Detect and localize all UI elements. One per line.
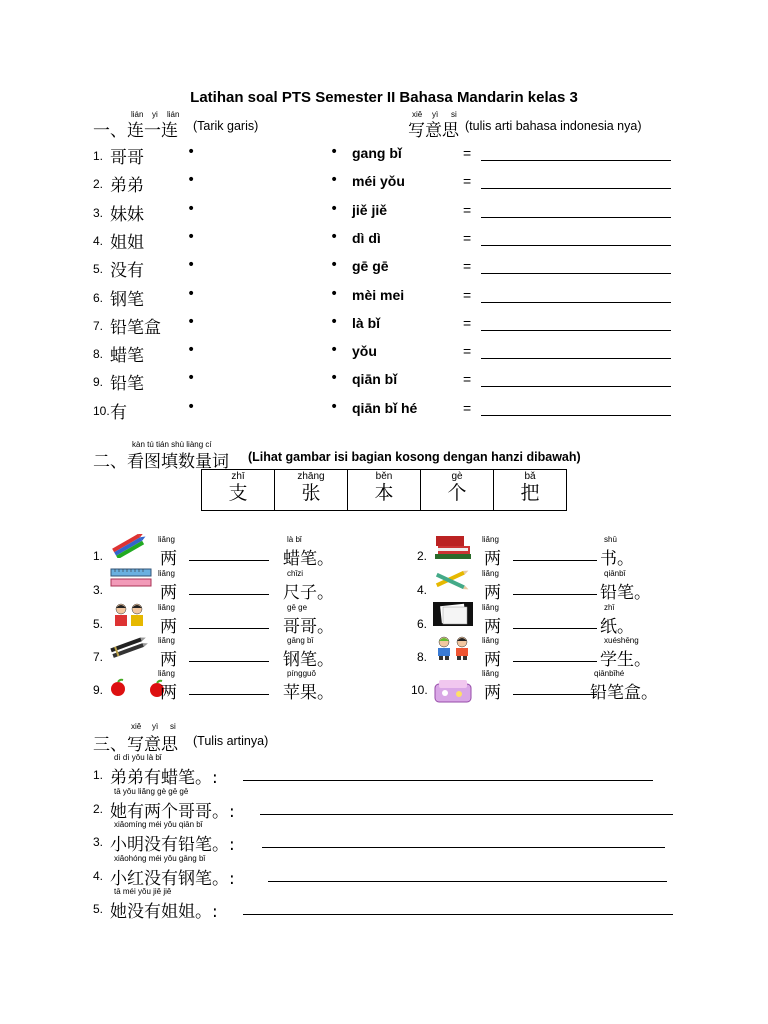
row-number: 1. bbox=[93, 149, 104, 163]
measure-word-cell bbox=[421, 470, 494, 511]
right-dot[interactable]: • bbox=[330, 285, 339, 302]
measure-word-cell bbox=[202, 470, 275, 511]
pens-icon bbox=[109, 635, 149, 657]
liang-pinyin: liǎng bbox=[158, 636, 175, 645]
section3-note: (Tulis artinya) bbox=[193, 734, 269, 748]
row-number: 9. bbox=[93, 375, 104, 390]
liang-hanzi: 两 bbox=[484, 683, 501, 703]
heading-pinyin-2: yi bbox=[152, 110, 158, 119]
translation-line[interactable] bbox=[243, 780, 653, 781]
liang-hanzi: 两 bbox=[484, 583, 501, 603]
crayons-icon bbox=[109, 534, 149, 556]
noun-pinyin: qiānbǐhé bbox=[594, 669, 625, 678]
right-dot[interactable]: • bbox=[330, 172, 339, 189]
noun-hanzi: 铅笔。 bbox=[600, 583, 651, 603]
equals-sign: = bbox=[463, 201, 472, 218]
answer-line[interactable] bbox=[481, 217, 671, 218]
left-dot[interactable]: • bbox=[187, 342, 196, 359]
right-dot[interactable]: • bbox=[330, 398, 339, 415]
sentence-hanzi: 她没有姐姐。: bbox=[110, 902, 218, 922]
liang-hanzi: 两 bbox=[484, 650, 501, 670]
right-dot[interactable]: • bbox=[330, 342, 339, 359]
section3-heading-pinyin-1: xiě bbox=[131, 722, 142, 731]
liang-hanzi: 两 bbox=[484, 549, 501, 569]
row-pinyin: jiě jiě bbox=[352, 201, 388, 218]
rulers-icon bbox=[109, 568, 149, 590]
measure-word-pinyin: bǎ bbox=[524, 471, 536, 482]
item-number: 7. bbox=[93, 650, 104, 664]
sentence-number: 3. bbox=[93, 835, 104, 849]
pencils-icon bbox=[433, 568, 473, 590]
equals-sign: = bbox=[463, 258, 472, 275]
measure-word-blank[interactable] bbox=[513, 560, 597, 561]
section3-heading-pinyin-3: si bbox=[170, 722, 176, 731]
item-number: 10. bbox=[411, 683, 428, 697]
liang-pinyin: liǎng bbox=[158, 669, 175, 678]
row-number: 7. bbox=[93, 318, 104, 333]
measure-word-blank[interactable] bbox=[513, 594, 597, 595]
noun-hanzi: 尺子。 bbox=[283, 583, 334, 603]
noun-pinyin: píngguǒ bbox=[287, 669, 316, 678]
left-dot[interactable]: • bbox=[187, 257, 196, 274]
noun-hanzi: 钢笔。 bbox=[283, 650, 334, 670]
item-number: 3. bbox=[93, 583, 104, 597]
item-number: 4. bbox=[417, 583, 428, 597]
measure-word-hanzi: 张 bbox=[301, 482, 321, 504]
right-dot[interactable]: • bbox=[330, 257, 339, 274]
row-pinyin: yǒu bbox=[352, 343, 377, 360]
sentence-pinyin: xiǎohóng méi yǒu gāng bǐ bbox=[114, 853, 206, 863]
row-hanzi: 钢笔 bbox=[110, 289, 144, 310]
right-dot[interactable]: • bbox=[330, 144, 339, 160]
sentence-hanzi: 她有两个哥哥。: bbox=[110, 801, 235, 822]
noun-pinyin: gāng bǐ bbox=[287, 636, 314, 645]
answer-line[interactable] bbox=[481, 273, 671, 274]
sentence-pinyin: tā yǒu liǎng gè gē gē bbox=[114, 786, 189, 796]
liang-pinyin: liǎng bbox=[158, 603, 175, 612]
translation-line[interactable] bbox=[243, 914, 673, 915]
answer-line[interactable] bbox=[481, 415, 671, 416]
section3-heading: 三、写意思 bbox=[93, 735, 178, 755]
measure-word-cell bbox=[494, 470, 567, 511]
section2-note: (Lihat gambar isi bagian kosong dengan hanzi dibawah) bbox=[248, 450, 581, 464]
left-dot[interactable]: • bbox=[187, 228, 196, 245]
noun-hanzi: 哥哥。 bbox=[283, 617, 334, 637]
liang-pinyin: liǎng bbox=[482, 569, 499, 578]
noun-pinyin: chǐzi bbox=[287, 569, 304, 578]
sentence-pinyin: xiǎomíng méi yǒu qiān bǐ bbox=[114, 820, 203, 829]
liang-hanzi: 两 bbox=[484, 617, 501, 637]
right-dot[interactable]: • bbox=[330, 200, 339, 217]
left-dot[interactable]: • bbox=[187, 313, 196, 330]
answer-line[interactable] bbox=[481, 302, 671, 303]
left-dot[interactable]: • bbox=[187, 370, 196, 387]
row-hanzi: 妹妹 bbox=[110, 204, 144, 225]
students-icon bbox=[433, 635, 473, 657]
section2-heading-pinyin: kàn tú tián shù liàng cí bbox=[132, 440, 212, 449]
equals-sign: = bbox=[463, 229, 472, 246]
books-icon bbox=[433, 534, 473, 556]
section1-note: (Tarik garis) bbox=[193, 119, 259, 133]
measure-word-hanzi: 个 bbox=[447, 482, 467, 504]
equals-sign: = bbox=[463, 314, 472, 331]
answer-line[interactable] bbox=[481, 245, 671, 246]
row-number: 2. bbox=[93, 177, 104, 192]
noun-pinyin: là bǐ bbox=[287, 535, 302, 544]
left-dot[interactable]: • bbox=[187, 398, 196, 415]
measure-word-pinyin: gè bbox=[451, 471, 463, 482]
row-pinyin: gē gē bbox=[352, 258, 389, 275]
measure-word-blank[interactable] bbox=[189, 560, 269, 561]
translation-line[interactable] bbox=[262, 847, 665, 848]
left-dot[interactable]: • bbox=[187, 200, 196, 217]
sentence-number: 4. bbox=[93, 868, 104, 883]
sentence-number: 5. bbox=[93, 902, 104, 916]
noun-hanzi: 纸。 bbox=[600, 617, 634, 637]
item-number: 8. bbox=[417, 650, 428, 664]
equals-sign: = bbox=[463, 286, 472, 303]
section1-right-heading: 写意思 bbox=[408, 121, 459, 141]
section3-heading-pinyin-2: yì bbox=[152, 722, 159, 731]
liang-pinyin: liǎng bbox=[482, 603, 499, 612]
liang-pinyin: liǎng bbox=[158, 569, 175, 578]
row-number: 8. bbox=[93, 347, 104, 362]
measure-word-pinyin: zhī bbox=[231, 471, 245, 482]
item-number: 2. bbox=[417, 549, 428, 563]
row-number: 10. bbox=[93, 403, 110, 418]
measure-word-hanzi: 支 bbox=[228, 482, 248, 504]
section2-heading: 二、看图填数量词 bbox=[93, 452, 229, 472]
left-dot[interactable]: • bbox=[187, 144, 196, 160]
equals-sign: = bbox=[463, 173, 472, 190]
sentence-pinyin: dì dì yǒu là bǐ bbox=[114, 753, 162, 762]
row-number: 4. bbox=[93, 233, 104, 248]
measure-word-blank[interactable] bbox=[189, 628, 269, 629]
measure-word-blank[interactable] bbox=[189, 594, 269, 595]
right-dot[interactable]: • bbox=[330, 228, 339, 245]
liang-pinyin: liǎng bbox=[482, 669, 499, 678]
liang-hanzi: 两 bbox=[160, 683, 177, 703]
heading-pinyin-1: lián bbox=[131, 110, 144, 119]
measure-word-cell bbox=[275, 470, 348, 511]
equals-sign: = bbox=[463, 343, 472, 360]
measure-word-blank[interactable] bbox=[513, 661, 597, 662]
measure-word-blank[interactable] bbox=[513, 694, 597, 695]
answer-line[interactable] bbox=[481, 386, 671, 387]
liang-hanzi: 两 bbox=[160, 583, 177, 603]
liang-pinyin: liǎng bbox=[482, 535, 499, 544]
equals-sign: = bbox=[463, 399, 472, 416]
answer-line[interactable] bbox=[481, 358, 671, 359]
measure-word-hanzi: 把 bbox=[520, 482, 540, 504]
row-hanzi: 有 bbox=[110, 402, 127, 423]
noun-hanzi: 蜡笔。 bbox=[283, 549, 334, 569]
equals-sign: = bbox=[463, 145, 472, 161]
row-pinyin: méi yǒu bbox=[352, 173, 405, 190]
liang-hanzi: 两 bbox=[160, 617, 177, 637]
item-number: 1. bbox=[93, 549, 104, 563]
right-dot[interactable]: • bbox=[330, 313, 339, 330]
measure-word-pinyin: zhāng bbox=[297, 471, 325, 482]
noun-pinyin: gē ge bbox=[287, 603, 308, 612]
row-pinyin: dì dì bbox=[352, 229, 381, 246]
section1-heading: 一、连一连 bbox=[93, 121, 178, 141]
row-pinyin: mèi mei bbox=[352, 286, 405, 303]
row-hanzi: 姐姐 bbox=[110, 232, 144, 253]
right-dot[interactable]: • bbox=[330, 370, 339, 387]
row-pinyin: là bǐ bbox=[352, 314, 381, 331]
left-dot[interactable]: • bbox=[187, 285, 196, 302]
noun-pinyin: shū bbox=[604, 535, 617, 544]
row-hanzi: 铅笔盒 bbox=[110, 317, 161, 338]
liang-pinyin: liǎng bbox=[482, 636, 499, 645]
noun-pinyin: xuéshēng bbox=[604, 636, 639, 645]
row-hanzi: 弟弟 bbox=[110, 176, 144, 197]
boys-icon bbox=[109, 602, 149, 624]
sentence-number: 1. bbox=[93, 768, 104, 782]
right-heading-pinyin-1: xiě bbox=[412, 110, 423, 119]
measure-word-pinyin: běn bbox=[375, 471, 393, 482]
item-number: 5. bbox=[93, 617, 104, 631]
heading-pinyin-3: lián bbox=[167, 110, 180, 119]
measure-word-blank[interactable] bbox=[189, 661, 269, 662]
row-hanzi: 铅笔 bbox=[110, 374, 144, 395]
row-pinyin: gang bǐ bbox=[352, 145, 402, 161]
sentence-number: 2. bbox=[93, 801, 104, 816]
answer-line[interactable] bbox=[481, 188, 671, 189]
paper-icon bbox=[433, 602, 473, 624]
row-pinyin: qiān bǐ hé bbox=[352, 399, 418, 416]
section1-right-note: (tulis arti bahasa indonesia nya) bbox=[465, 119, 642, 133]
noun-hanzi: 书。 bbox=[600, 549, 634, 569]
measure-word-blank[interactable] bbox=[189, 694, 269, 695]
row-number: 3. bbox=[93, 205, 104, 220]
noun-pinyin: qiānbǐ bbox=[604, 569, 626, 578]
translation-line[interactable] bbox=[260, 814, 673, 815]
left-dot[interactable]: • bbox=[187, 172, 196, 189]
right-heading-pinyin-2: yì bbox=[432, 110, 439, 119]
row-number: 5. bbox=[93, 262, 104, 277]
measure-word-blank[interactable] bbox=[513, 628, 597, 629]
sentence-hanzi: 小明没有铅笔。: bbox=[110, 835, 235, 855]
noun-hanzi: 学生。 bbox=[600, 650, 651, 670]
pencil-case-icon bbox=[433, 678, 473, 700]
answer-line[interactable] bbox=[481, 330, 671, 331]
sentence-hanzi: 弟弟有蜡笔。: bbox=[110, 768, 218, 788]
noun-hanzi: 铅笔盒。 bbox=[590, 683, 658, 703]
right-heading-pinyin-3: si bbox=[451, 110, 457, 119]
measure-word-table bbox=[201, 469, 567, 511]
row-number: 6. bbox=[93, 290, 104, 305]
noun-pinyin: zhǐ bbox=[604, 603, 615, 612]
liang-pinyin: liǎng bbox=[158, 535, 175, 544]
row-pinyin: qiān bǐ bbox=[352, 371, 398, 388]
noun-hanzi: 苹果。 bbox=[283, 683, 334, 703]
page-title: Latihan soal PTS Semester II Bahasa Mandarin kelas 3 bbox=[190, 89, 578, 106]
row-hanzi: 蜡笔 bbox=[110, 346, 144, 367]
item-number: 6. bbox=[417, 617, 428, 631]
measure-word-hanzi: 本 bbox=[374, 482, 394, 504]
equals-sign: = bbox=[463, 371, 472, 388]
measure-word-cell bbox=[348, 470, 421, 511]
sentence-pinyin: tā méi yǒu jiě jiě bbox=[114, 887, 172, 896]
answer-line[interactable] bbox=[481, 160, 671, 161]
sentence-hanzi: 小红没有钢笔。: bbox=[110, 868, 235, 889]
item-number: 9. bbox=[93, 683, 104, 697]
row-hanzi: 没有 bbox=[110, 261, 144, 282]
apples-icon bbox=[109, 678, 149, 700]
liang-hanzi: 两 bbox=[160, 650, 177, 670]
translation-line[interactable] bbox=[268, 881, 667, 882]
row-hanzi: 哥哥 bbox=[110, 148, 144, 168]
liang-hanzi: 两 bbox=[160, 549, 177, 569]
